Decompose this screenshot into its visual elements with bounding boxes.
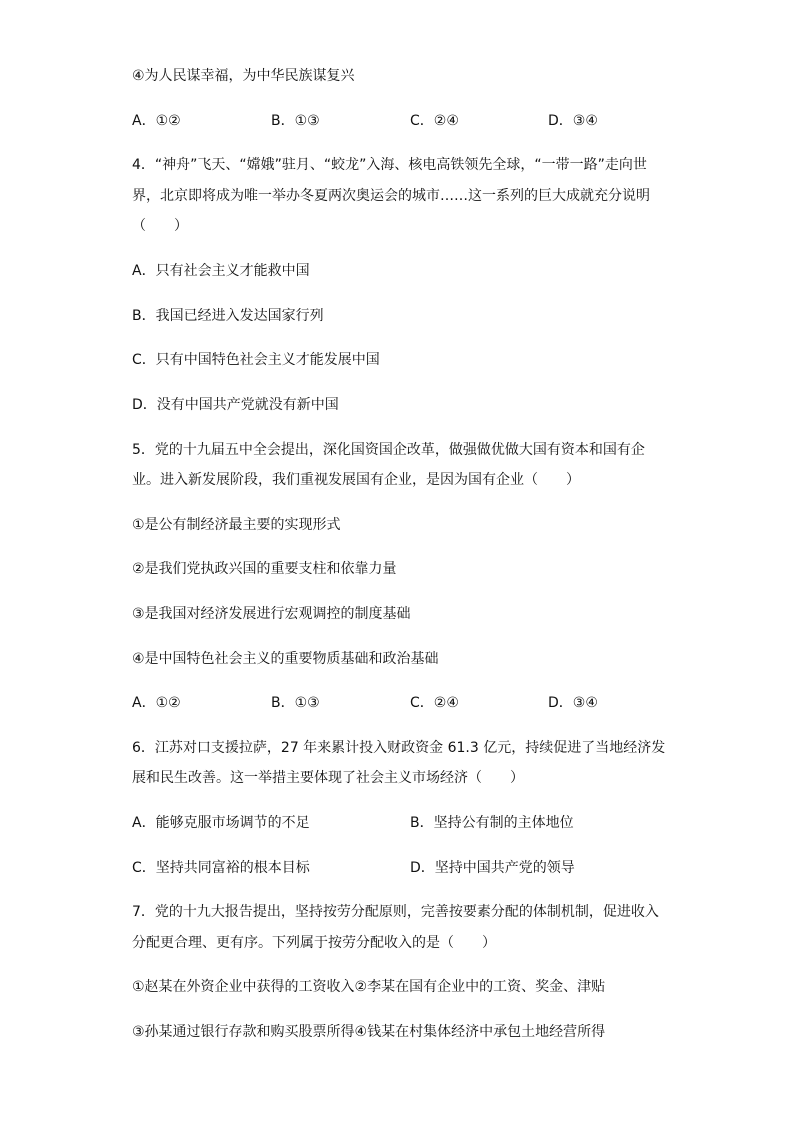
q7-stem-line-2: 分配更合理、更有序。下列属于按劳分配收入的是（ ）: [132, 935, 496, 951]
intro-option-a: A．①②: [132, 113, 181, 129]
q7-stem-line-1: 7．党的十九大报告提出，坚持按劳分配原则，完善按要素分配的体制机制，促进收入: [132, 904, 659, 920]
intro-option-c: C．②④: [410, 113, 459, 129]
q4-stem-line-1: 4．“神舟”飞天、“嫦娥”驻月、“蛟龙”入海、核电高铁领先全球，“一带一路”走向世: [132, 157, 647, 173]
q5-item-1: ①是公有制经济最主要的实现形式: [132, 517, 341, 533]
q5-stem-line-2: 业。进入新发展阶段，我们重视发展国有企业，是因为国有企业（ ）: [132, 472, 580, 488]
q6-stem-line-2: 展和民生改善。这一举措主要体现了社会主义市场经济（ ）: [132, 770, 524, 786]
q5-option-a: A．①②: [132, 695, 181, 711]
q6-option-b: B．坚持公有制的主体地位: [410, 815, 574, 831]
q6-option-c: C．坚持共同富裕的根本目标: [132, 860, 310, 876]
q4-option-a: A．只有社会主义才能救中国: [132, 263, 310, 279]
q4-stem-line-2: 界，北京即将成为唯一举办冬夏两次奥运会的城市……这一系列的巨大成就充分说明: [132, 188, 650, 204]
intro-option-b: B．①③: [271, 113, 320, 129]
q4-answer-blank: （ ）: [132, 218, 188, 234]
q5-option-d: D．③④: [548, 695, 598, 711]
q5-option-b: B．①③: [271, 695, 320, 711]
q6-option-a: A．能够克服市场调节的不足: [132, 815, 310, 831]
q4-option-c: C．只有中国特色社会主义才能发展中国: [132, 352, 380, 368]
q5-option-c: C．②④: [410, 695, 459, 711]
q7-item-row-2: ③孙某通过银行存款和购买股票所得④钱某在村集体经济中承包土地经营所得: [132, 1024, 606, 1040]
q6-option-d: D．坚持中国共产党的领导: [410, 860, 575, 876]
intro-item-4: ④为人民谋幸福，为中华民族谋复兴: [132, 68, 355, 84]
q5-item-4: ④是中国特色社会主义的重要物质基础和政治基础: [132, 651, 439, 667]
q7-item-row-1: ①赵某在外资企业中获得的工资收入②李某在国有企业中的工资、奖金、津贴: [132, 979, 606, 995]
q6-stem-line-1: 6．江苏对口支援拉萨，27 年来累计投入财政资金 61.3 亿元，持续促进了当地经济发: [132, 740, 666, 756]
q5-stem-line-1: 5．党的十九届五中全会提出，深化国资国企改革，做强做优做大国有资本和国有企: [132, 442, 645, 458]
q4-option-d: D．没有中国共产党就没有新中国: [132, 397, 339, 413]
intro-option-d: D．③④: [548, 113, 598, 129]
q5-item-2: ②是我们党执政兴国的重要支柱和依靠力量: [132, 561, 397, 577]
q5-item-3: ③是我国对经济发展进行宏观调控的制度基础: [132, 606, 411, 622]
q4-option-b: B．我国已经进入发达国家行列: [132, 308, 324, 324]
